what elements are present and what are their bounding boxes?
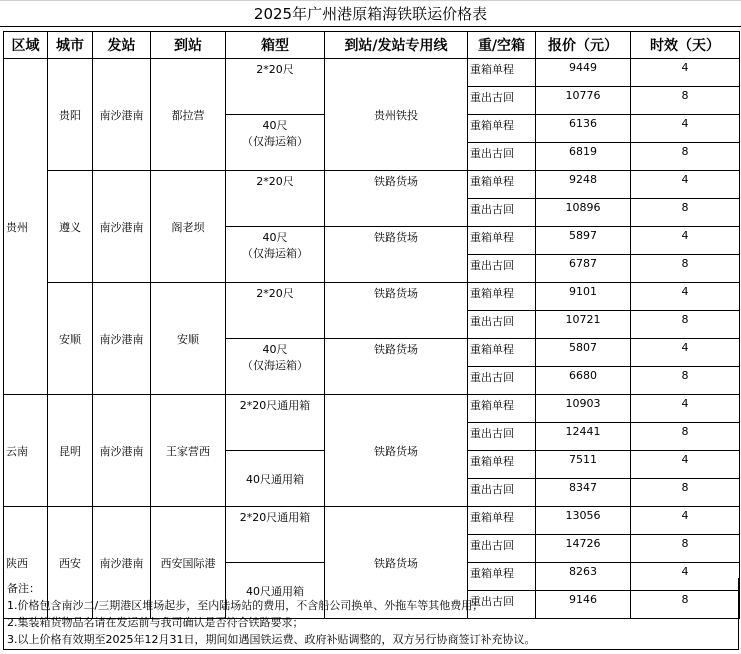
- from-station-cell: 南沙港南: [93, 59, 151, 171]
- price-cell: 8263: [536, 563, 631, 591]
- load-type-cell: 重箱单程: [468, 227, 536, 255]
- box-type-cell: 40尺 （仅海运箱）: [226, 227, 325, 283]
- note-item: 1.价格包含南沙二/三期港区堆场起步，至内陆场站的费用，不含船公司换单、外拖车等其他费用；: [7, 599, 484, 612]
- load-type-cell: 重出古回: [468, 535, 536, 563]
- box-type-cell: 2*20尺通用箱: [226, 395, 325, 451]
- load-type-cell: 重出古回: [468, 143, 536, 171]
- load-type-cell: 重出古回: [468, 479, 536, 507]
- to-station-cell: 阁老坝: [151, 171, 226, 283]
- days-cell: 4: [631, 171, 740, 199]
- box-type-cell: 2*20尺: [226, 59, 325, 115]
- notes-label: 备注：: [7, 582, 40, 595]
- line-cell: 铁路货场: [325, 507, 468, 619]
- days-cell: 8: [631, 591, 740, 619]
- price-cell: 10776: [536, 87, 631, 115]
- region-cell: 陕西: [4, 507, 48, 619]
- load-type-cell: 重箱单程: [468, 339, 536, 367]
- price-table: [3, 31, 740, 619]
- to-station-cell: 都拉营: [151, 59, 226, 171]
- load-type-cell: 重出古回: [468, 367, 536, 395]
- region-cell: 贵州: [4, 59, 48, 395]
- price-cell: 9449: [536, 59, 631, 87]
- days-cell: 4: [631, 59, 740, 87]
- days-cell: 8: [631, 199, 740, 227]
- table-row: [4, 507, 740, 535]
- price-cell: 9146: [536, 591, 631, 619]
- price-cell: 5807: [536, 339, 631, 367]
- city-cell: 西安: [48, 507, 93, 619]
- price-cell: 12441: [536, 423, 631, 451]
- price-cell: 7511: [536, 451, 631, 479]
- price-cell: 10721: [536, 311, 631, 339]
- from-station-cell: 南沙港南: [93, 507, 151, 619]
- note-item: 2.集装箱货物品名请在发运前与我司确认是否符合铁路要求；: [7, 616, 304, 629]
- region-cell: 云南: [4, 395, 48, 507]
- city-cell: 安顺: [48, 283, 93, 395]
- price-cell: 13056: [536, 507, 631, 535]
- box-type-cell: 2*20尺: [226, 283, 325, 339]
- load-type-cell: 重箱单程: [468, 451, 536, 479]
- header-price: 报价（元）: [536, 32, 631, 59]
- table-row: [4, 283, 740, 311]
- to-station-cell: 王家营西: [151, 395, 226, 507]
- days-cell: 4: [631, 283, 740, 311]
- line-cell: 铁路货场: [325, 227, 468, 283]
- days-cell: 8: [631, 311, 740, 339]
- load-type-cell: 重箱单程: [468, 563, 536, 591]
- header-dedicated-line: 到站/发站专用线: [325, 32, 468, 59]
- load-type-cell: 重箱单程: [468, 507, 536, 535]
- to-station-cell: 安顺: [151, 283, 226, 395]
- load-type-cell: 重出古回: [468, 255, 536, 283]
- load-type-cell: 重箱单程: [468, 171, 536, 199]
- days-cell: 8: [631, 255, 740, 283]
- price-cell: 6136: [536, 115, 631, 143]
- price-cell: 6680: [536, 367, 631, 395]
- days-cell: 4: [631, 563, 740, 591]
- line-cell: 铁路货场: [325, 283, 468, 339]
- days-cell: 8: [631, 143, 740, 171]
- box-type-cell: 40尺 （仅海运箱）: [226, 339, 325, 395]
- line-cell: 铁路货场: [325, 171, 468, 227]
- line-cell: 贵州铁投: [325, 59, 468, 171]
- load-type-cell: 重出古回: [468, 87, 536, 115]
- load-type-cell: 重箱单程: [468, 59, 536, 87]
- days-cell: 8: [631, 367, 740, 395]
- table-row: [4, 395, 740, 423]
- days-cell: 4: [631, 227, 740, 255]
- days-cell: 8: [631, 535, 740, 563]
- days-cell: 8: [631, 87, 740, 115]
- load-type-cell: 重出古回: [468, 199, 536, 227]
- price-cell: 8347: [536, 479, 631, 507]
- header-days: 时效（天）: [631, 32, 740, 59]
- days-cell: 8: [631, 423, 740, 451]
- city-cell: 遵义: [48, 171, 93, 283]
- price-cell: 9248: [536, 171, 631, 199]
- line-cell: 铁路货场: [325, 395, 468, 507]
- days-cell: 8: [631, 479, 740, 507]
- from-station-cell: 南沙港南: [93, 395, 151, 507]
- from-station-cell: 南沙港南: [93, 171, 151, 283]
- load-type-cell: 重出古回: [468, 591, 536, 619]
- days-cell: 4: [631, 507, 740, 535]
- load-type-cell: 重箱单程: [468, 115, 536, 143]
- price-cell: 9101: [536, 283, 631, 311]
- price-cell: 5897: [536, 227, 631, 255]
- price-cell: 14726: [536, 535, 631, 563]
- box-type-cell: 40尺通用箱: [226, 451, 325, 507]
- to-station-cell: 西安国际港: [151, 507, 226, 619]
- header-from-station: 发站: [93, 32, 151, 59]
- box-type-cell: 2*20尺: [226, 171, 325, 227]
- price-cell: 10903: [536, 395, 631, 423]
- load-type-cell: 重箱单程: [468, 283, 536, 311]
- price-cell: 6787: [536, 255, 631, 283]
- load-type-cell: 重出古回: [468, 423, 536, 451]
- price-cell: 6819: [536, 143, 631, 171]
- box-type-cell: 40尺通用箱: [226, 563, 325, 619]
- table-row: [4, 59, 740, 87]
- days-cell: 4: [631, 339, 740, 367]
- header-to-station: 到站: [151, 32, 226, 59]
- header-box-type: 箱型: [226, 32, 325, 59]
- price-cell: 10896: [536, 199, 631, 227]
- header-load-type: 重/空箱: [468, 32, 536, 59]
- header-region: 区域: [4, 32, 48, 59]
- note-item: 3.以上价格有效期至2025年12月31日，期间如遇国铁运费、政府补贴调整的，双方另行协商签订补充协议。: [7, 633, 536, 646]
- city-cell: 昆明: [48, 395, 93, 507]
- city-cell: 贵阳: [48, 59, 93, 171]
- load-type-cell: 重出古回: [468, 311, 536, 339]
- box-type-cell: 2*20尺通用箱: [226, 507, 325, 563]
- days-cell: 4: [631, 451, 740, 479]
- header-city: 城市: [48, 32, 93, 59]
- from-station-cell: 南沙港南: [93, 283, 151, 395]
- days-cell: 4: [631, 395, 740, 423]
- load-type-cell: 重箱单程: [468, 395, 536, 423]
- line-cell: 铁路货场: [325, 339, 468, 395]
- box-type-cell: 40尺 （仅海运箱）: [226, 115, 325, 171]
- days-cell: 4: [631, 115, 740, 143]
- sheet-title: 2025年广州港原箱海铁联运价格表: [0, 0, 741, 27]
- table-row: [4, 171, 740, 199]
- notes-section: [3, 578, 739, 650]
- header-row: [4, 32, 740, 59]
